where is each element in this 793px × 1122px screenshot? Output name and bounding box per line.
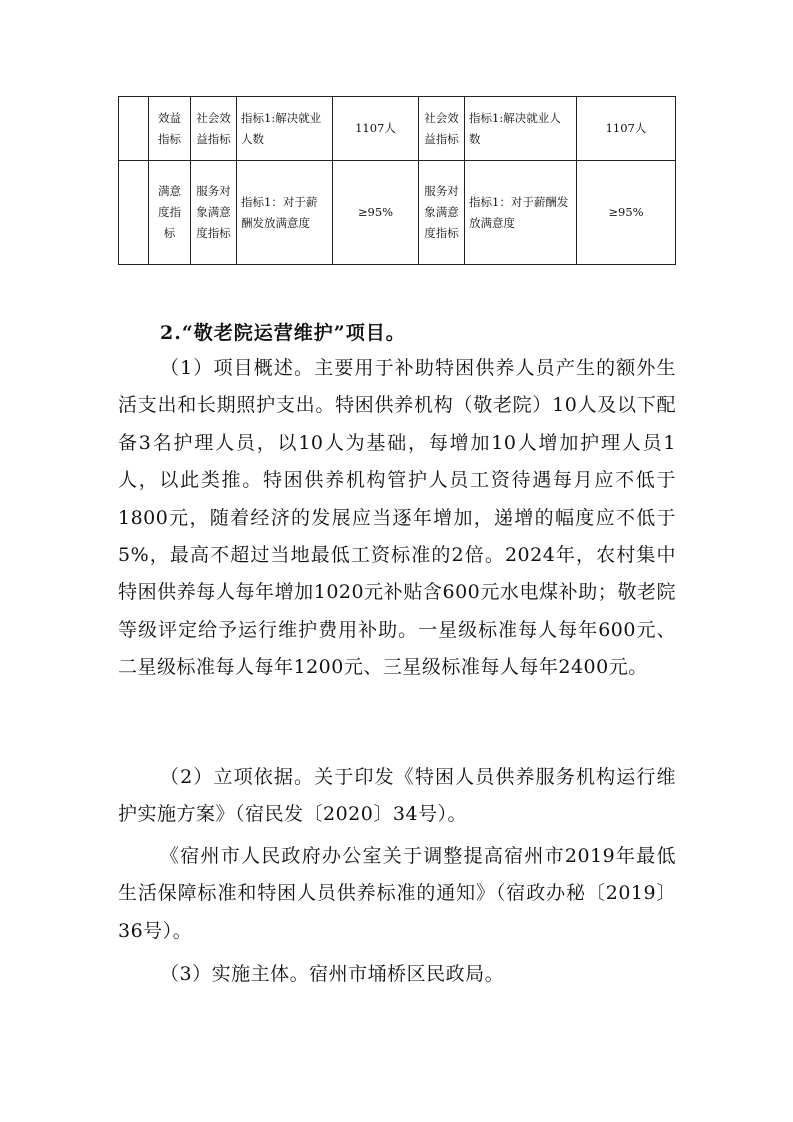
table-cell: 指标1:解决就业人数 <box>237 97 333 161</box>
table-cell: 服务对象满意度指标 <box>191 161 237 265</box>
paragraph-overview: （1）项目概述。主要用于补助特困供养人员产生的额外生活支出和长期照护支出。特困供养机构（敬老院）10人及以下配备3名护理人员，以10人为基础，每增加10人增加护理人员1人，以此类推。特困供养机构管护人员工资待遇每月应不低于1800元，随着经济的发展应当逐年增加，递增的幅度应不低于5%，最高不超过当地最低工资标准的2倍。2024年，农村集中特困供养每人每年增加1020元补贴含600元水电煤补助；敬老院等级评定给予运行维护费用补助。一星级标准每人每年600元、二星级标准每人每年1200元、三星级标准每人每年2400元。 <box>118 357 676 679</box>
table-cell <box>119 161 149 265</box>
paragraph-basis: （2）立项依据。关于印发《特困人员供养服务机构运行维护实施方案》（宿民发〔2020〕34号）。 <box>118 766 676 826</box>
paragraph-implementer: （3）实施主体。宿州市埇桥区民政局。 <box>160 963 505 985</box>
table-cell: 社会效益指标 <box>419 97 465 161</box>
table-cell: 社会效益指标 <box>191 97 237 161</box>
table-cell: 1107人 <box>333 97 419 161</box>
table-row <box>119 97 676 161</box>
table-cell: ≥95% <box>577 161 676 265</box>
table-cell <box>119 97 149 161</box>
table-cell: 服务对象满意度指标 <box>419 161 465 265</box>
table-row <box>119 161 676 265</box>
table-cell: ≥95% <box>333 161 419 265</box>
table-cell: 指标1:解决就业人数 <box>465 97 577 161</box>
table-cell: 满意度指标 <box>149 161 191 265</box>
table-cell: 指标1：对于薪酬发放满意度 <box>465 161 577 265</box>
section-heading: 2.“敬老院运营维护”项目。 <box>160 322 406 344</box>
table-cell: 效益指标 <box>149 97 191 161</box>
table-cell: 1107人 <box>577 97 676 161</box>
table-cell: 指标1：对于薪酬发放满意度 <box>237 161 333 265</box>
paragraph-notice: 《宿州市人民政府办公室关于调整提高宿州市2019年最低生活保障标准和特困人员供养标准的通知》（宿政办秘〔2019〕36号）。 <box>118 845 676 942</box>
performance-indicator-table <box>118 96 676 265</box>
